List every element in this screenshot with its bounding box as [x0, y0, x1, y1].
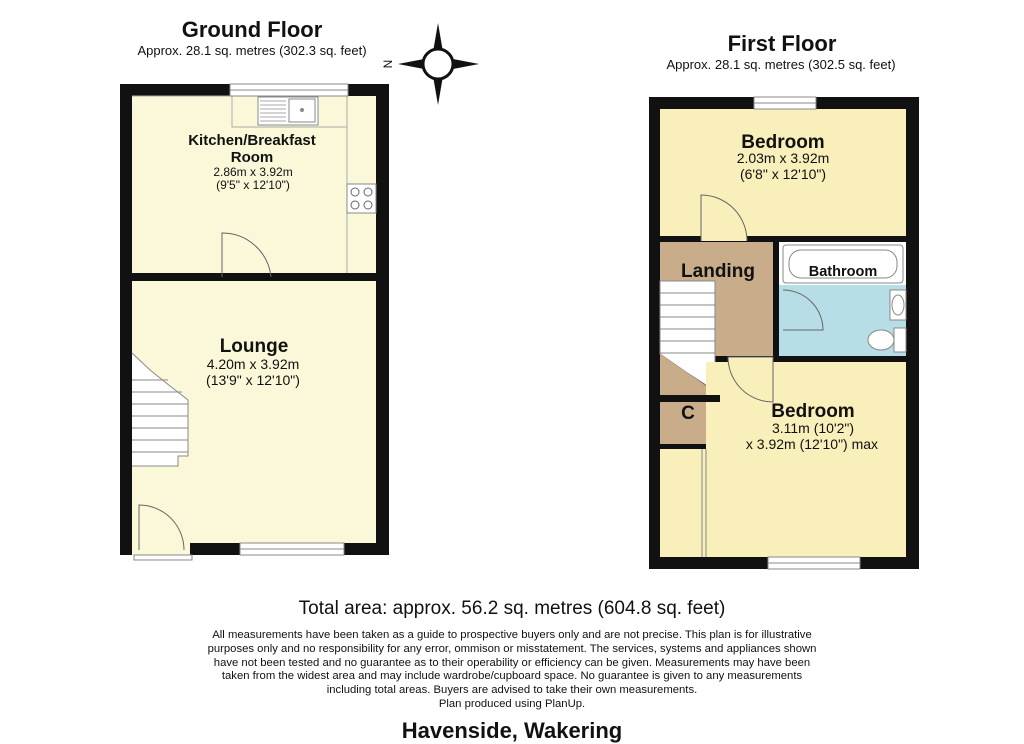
bedroom1-dim-metric: 2.03m x 3.92m — [736, 150, 830, 166]
bedroom2-name: Bedroom — [771, 401, 855, 422]
ground-floor-area: Approx. 28.1 sq. metres (302.3 sq. feet) — [137, 43, 367, 58]
kitchen-name-line2: Room — [230, 149, 274, 166]
lounge-dim-imperial: (13'9" x 12'10") — [206, 372, 300, 388]
bedroom2-room — [660, 449, 906, 557]
window-bedroom1 — [754, 97, 816, 109]
disclaimer-line: have not been tested and no guarantee as to their operability or efficiency can be given. Measurements may have been — [213, 656, 811, 669]
window-lounge — [240, 543, 344, 555]
first-floor-plan — [649, 31, 919, 569]
disclaimer — [170, 629, 854, 712]
disclaimer-line: All measurements have been taken as a guide to prospective buyers only and are not precise. This plan is for illustrative — [212, 629, 812, 641]
property-address: Havenside, Wakering — [401, 718, 623, 743]
basin-icon — [890, 290, 906, 320]
compass-icon — [381, 23, 479, 105]
total-area: Total area: approx. 56.2 sq. metres (604.8 sq. feet) — [298, 598, 726, 619]
bedroom2-dim-line2: x 3.92m (12'10") max — [745, 436, 879, 452]
sink-icon — [258, 97, 318, 125]
bedroom2-dim-line1: 3.11m (10'2") — [771, 420, 855, 436]
ground-floor-title: Ground Floor — [181, 17, 323, 42]
hob-icon — [347, 184, 376, 213]
window-bedroom2 — [768, 557, 860, 569]
toilet-icon — [868, 328, 906, 352]
first-floor-area: Approx. 28.1 sq. metres (302.5 sq. feet) — [666, 57, 896, 72]
bedroom1-name: Bedroom — [741, 132, 825, 153]
disclaimer-line: purposes only and no responsibility for any error, ommison or misstatement. The services, systems and appliances shown — [207, 642, 817, 655]
lounge-dim-metric: 4.20m x 3.92m — [206, 356, 300, 372]
disclaimer-line: Plan produced using PlanUp. — [438, 697, 586, 710]
kitchen-dim-metric: 2.86m x 3.92m — [213, 165, 293, 179]
first-floor-title: First Floor — [727, 31, 837, 56]
disclaimer-line: including total areas. Buyers are advised to take their own measurements. — [326, 684, 698, 697]
kitchen-name-line1: Kitchen/Breakfast — [188, 132, 316, 149]
bedroom1-dim-imperial: (6'8" x 12'10") — [739, 166, 827, 182]
landing-name: Landing — [681, 261, 755, 282]
ground-floor-plan — [120, 17, 389, 560]
window-kitchen — [230, 84, 348, 96]
lounge-name: Lounge — [219, 336, 289, 357]
compass-north-label: N — [381, 59, 395, 69]
cupboard-label: C — [681, 403, 695, 424]
disclaimer-line: taken from the widest area and may include wardrobe/cupboard space. No guarantee is given to any measurements — [221, 670, 803, 683]
bathroom-name: Bathroom — [808, 264, 878, 280]
kitchen-dim-imperial: (9'5" x 12'10") — [216, 178, 290, 192]
